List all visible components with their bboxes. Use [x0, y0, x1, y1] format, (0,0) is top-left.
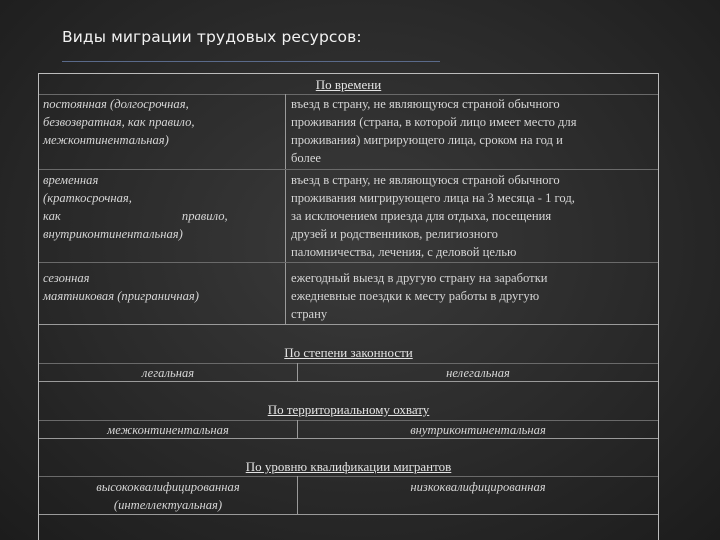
- desc-line: за исключением приезда для отдыха, посещения: [291, 209, 552, 223]
- divider: [39, 262, 658, 263]
- desc-line: более: [291, 151, 322, 165]
- title-underline: [62, 61, 440, 62]
- slide-title: Виды миграции трудовых ресурсов:: [62, 28, 362, 46]
- section-header-time: По времени: [315, 77, 382, 92]
- desc-line: проживания мигрирующего лица на 3 месяца - 1 год,: [291, 191, 575, 205]
- section-header-territory: По территориальному охвату: [267, 402, 430, 417]
- type-line: сезонная: [43, 271, 90, 285]
- desc-line: страну: [291, 307, 328, 321]
- desc-line: въезд в страну, не являющуюся страной обычного: [291, 97, 560, 111]
- divider: [39, 169, 658, 170]
- time-desc-temporary: [291, 171, 649, 261]
- time-type-permanent: [43, 95, 276, 149]
- type-line: постоянная (долгосрочная,: [43, 97, 189, 111]
- territory-intracontinental: внутриконтинентальная: [410, 423, 546, 437]
- divider: [39, 324, 658, 325]
- time-type-seasonal: [43, 269, 276, 305]
- time-desc-seasonal: [291, 269, 649, 323]
- desc-line: ежегодный выезд в другую страну на заработки: [291, 271, 548, 285]
- territory-intercontinental: межконтинентальная: [107, 423, 229, 437]
- desc-line: ежедневные поездки к месту работы в другую: [291, 289, 540, 303]
- section-header-qualification: По уровню квалификации мигрантов: [245, 459, 452, 474]
- qualification-low: низкоквалифицированная: [410, 480, 546, 494]
- column-divider: [285, 94, 286, 324]
- qualification-high: [39, 478, 297, 514]
- type-line: внутриконтинентальная): [43, 227, 183, 241]
- type-line: (краткосрочная,: [43, 191, 132, 205]
- desc-line: проживания) мигрирующего лица, сроком на год и: [291, 133, 563, 147]
- time-desc-permanent: [291, 95, 649, 167]
- desc-line: проживания (страна, в которой лицо имеет место для: [291, 115, 577, 129]
- legality-legal: легальная: [141, 366, 195, 380]
- qualification-high-line: высококвалифицированная: [96, 480, 240, 494]
- time-type-temporary: [43, 171, 276, 243]
- desc-line: паломничества, лечения, с деловой целью: [291, 245, 517, 259]
- type-line: временная: [43, 173, 99, 187]
- desc-line: друзей и родственников, религиозного: [291, 227, 498, 241]
- section-header-legality: По степени законности: [284, 345, 413, 360]
- desc-line: въезд в страну, не являющуюся страной обычного: [291, 173, 560, 187]
- divider: [39, 476, 658, 477]
- legality-illegal: нелегальная: [446, 366, 510, 380]
- type-line: маятниковая (приграничная): [43, 289, 199, 303]
- type-line: как правило,: [43, 209, 228, 223]
- divider: [39, 438, 658, 439]
- divider: [39, 514, 658, 515]
- migration-table: [38, 73, 659, 540]
- type-line: межконтинентальная): [43, 133, 169, 147]
- qualification-high-line: (интеллектуальная): [113, 498, 223, 512]
- type-line: безвозвратная, как правило,: [43, 115, 195, 129]
- divider: [39, 381, 658, 382]
